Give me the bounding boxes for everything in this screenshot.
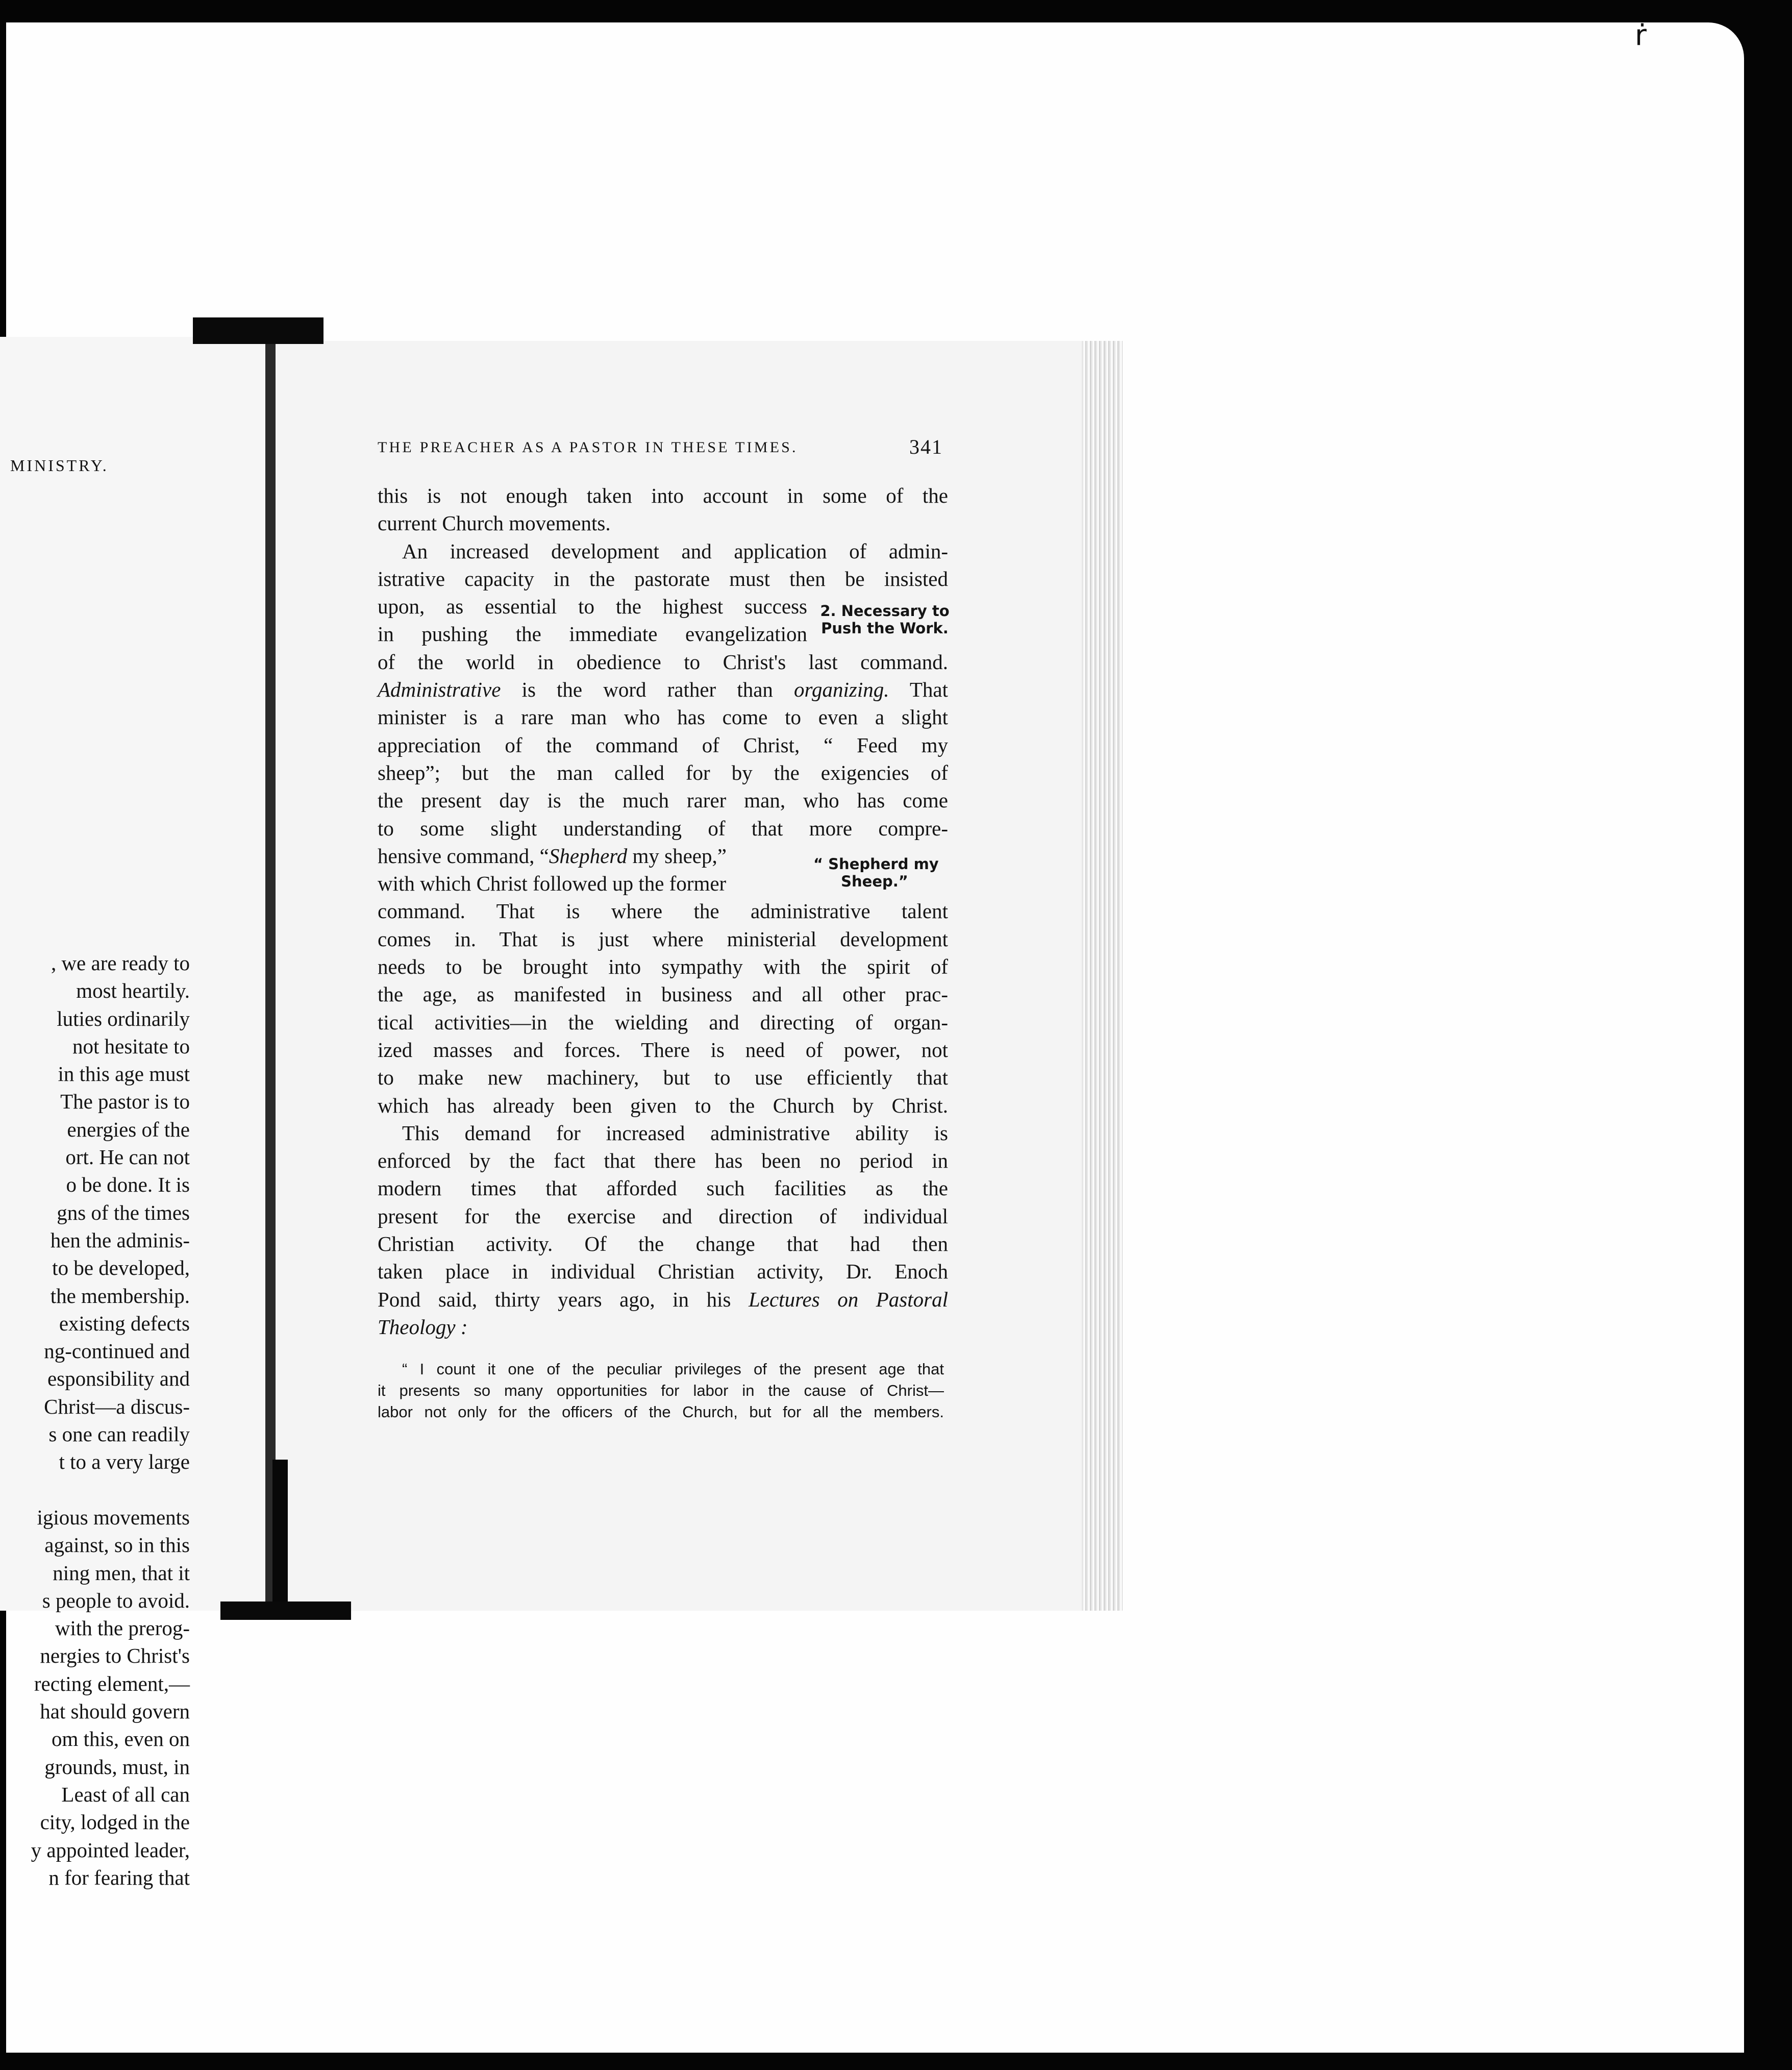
text-line: the present day is the much rarer man, who has come <box>378 788 948 812</box>
left-text-line: o be done. It is <box>66 1173 190 1197</box>
text-line: in pushing the immediate evangelization <box>378 622 807 646</box>
text-fragment: That <box>909 678 948 702</box>
book-clip-top <box>193 317 323 344</box>
left-text-line: gns of the times <box>57 1200 190 1224</box>
left-text-line: om this, even on <box>51 1727 190 1751</box>
text-line: taken place in individual Christian activity, Dr. Enoch <box>378 1260 948 1284</box>
text-line: This demand for increased administrative ability is <box>402 1121 948 1145</box>
left-page-lines <box>0 949 190 1891</box>
left-text-line: n for fearing that <box>48 1865 190 1889</box>
left-text-line: city, lodged in the <box>40 1810 190 1834</box>
marginal-note-line: “ Shepherd my <box>813 855 939 873</box>
left-text-line: existing defects <box>59 1311 190 1335</box>
left-text-line: ning men, that it <box>53 1561 190 1585</box>
marginal-note-necessary <box>818 602 951 637</box>
text-line: modern times that afforded such facilities as the <box>378 1176 948 1200</box>
left-text-line: s one can readily <box>48 1422 190 1446</box>
left-text-line: , we are ready to <box>51 951 190 975</box>
left-text-line: t to a very large <box>59 1450 190 1474</box>
text-line: Christian activity. Of the change that had then <box>378 1232 948 1256</box>
left-text-line: recting element,— <box>34 1671 190 1695</box>
quote-line: “ I count it one of the peculiar privileges of the present age that <box>402 1360 944 1378</box>
left-text-line: not hesitate to <box>72 1034 190 1058</box>
text-line <box>378 1313 948 1341</box>
text-fragment: my sheep,” <box>632 844 727 868</box>
page-edge-stack <box>1082 341 1123 1611</box>
text-line-mixed <box>378 676 948 703</box>
text-line-mixed <box>378 1286 948 1313</box>
quote-line: it presents so many opportunities for labor in the cause of Christ— <box>378 1382 944 1399</box>
left-text-line: hen the adminis- <box>50 1228 190 1252</box>
text-line: with which Christ followed up the former <box>378 872 727 896</box>
text-line: istrative capacity in the pastorate must then be insisted <box>378 566 948 590</box>
left-text-line: hat should govern <box>40 1699 190 1723</box>
left-text-line: The pastor is to <box>60 1090 190 1114</box>
text-fragment: is the word rather than <box>521 678 773 702</box>
text-line: the age, as manifested in business and all other prac- <box>378 982 948 1006</box>
text-line: needs to be brought into sympathy with the spirit of <box>378 955 948 979</box>
text-line: appreciation of the command of Christ, “ Feed my <box>378 733 948 757</box>
left-text-line: Christ—a discus- <box>44 1394 190 1418</box>
left-text-line: s people to avoid. <box>42 1588 190 1612</box>
left-text-line: igious movements <box>37 1505 190 1529</box>
text-line: this is not enough taken into account in some of the <box>378 484 948 507</box>
scan-corner-mark: ṙ <box>1635 19 1647 52</box>
scan-border-bottom <box>0 2053 1792 2070</box>
book-clip-bottom <box>220 1601 351 1620</box>
left-text-line: with the prerog- <box>55 1616 190 1640</box>
left-text-line: y appointed leader, <box>31 1838 190 1862</box>
text-line: comes in. That is just where ministerial development <box>378 927 948 951</box>
left-text-line: most heartily. <box>76 979 190 1003</box>
italic-word: organizing. <box>794 678 889 702</box>
left-text-line: ort. He can not <box>65 1145 190 1169</box>
italic-title: Theology : <box>378 1315 468 1339</box>
left-text-line: Least of all can <box>61 1782 190 1806</box>
text-line: present for the exercise and direction of individual <box>378 1204 948 1228</box>
left-text-line: grounds, must, in <box>44 1755 190 1779</box>
left-text-line: to be developed, <box>52 1256 190 1280</box>
marginal-note-shepherd <box>813 855 939 890</box>
italic-title: Lectures on Pastoral <box>748 1287 948 1311</box>
text-line: current Church movements. <box>378 511 611 535</box>
scan-border-top <box>0 0 1792 22</box>
left-text-line: energies of the <box>67 1117 190 1141</box>
left-text-line: luties ordinarily <box>57 1006 190 1030</box>
text-line: which has already been given to the Church by Christ. <box>378 1093 948 1117</box>
left-text-line: esponsibility and <box>47 1367 190 1391</box>
left-page-header: MINISTRY. <box>10 456 109 475</box>
italic-word: Shepherd <box>549 844 628 868</box>
text-line: upon, as essential to the highest success <box>378 595 807 619</box>
text-line: of the world in obedience to Christ's last command. <box>378 650 948 674</box>
page-number: 341 <box>909 435 943 458</box>
text-fragment: hensive command, “ <box>378 844 549 868</box>
left-text-line: the membership. <box>50 1284 190 1308</box>
text-line: command. That is where the administrative talent <box>378 899 948 923</box>
text-line: to make new machinery, but to use efficiently that <box>378 1066 948 1090</box>
text-line-mixed <box>378 842 807 870</box>
book-gutter <box>265 341 276 1611</box>
marginal-note-line: Push the Work. <box>821 620 949 637</box>
marginal-note-line: 2. Necessary to <box>820 602 950 620</box>
text-fragment: Pond said, thirty years ago, in his <box>378 1287 731 1311</box>
block-quote <box>378 1359 944 1423</box>
text-line: ized masses and forces. There is need of power, not <box>378 1038 948 1062</box>
text-line: enforced by the fact that there has been no period in <box>378 1149 948 1173</box>
left-text-line: against, so in this <box>44 1533 190 1557</box>
running-head: THE PREACHER AS A PASTOR IN THESE TIMES. <box>378 439 798 456</box>
left-text-line: nergies to Christ's <box>40 1644 190 1668</box>
quote-line: labor not only for the officers of the Church, but for all the members. <box>378 1403 944 1421</box>
left-text-line: ng-continued and <box>44 1339 190 1363</box>
marginal-note-line: Sheep.” <box>841 873 908 890</box>
scan-border-right <box>1744 0 1792 2070</box>
text-line: sheep”; but the man called for by the exigencies of <box>378 760 948 784</box>
text-line: An increased development and application of admin- <box>402 539 948 563</box>
left-text-line: in this age must <box>58 1062 190 1086</box>
left-text-line <box>0 1476 190 1504</box>
italic-word: Administrative <box>378 678 501 702</box>
text-line: tical activities—in the wielding and directing of organ- <box>378 1010 948 1034</box>
book-gutter-shadow <box>272 1460 288 1613</box>
text-line: minister is a rare man who has come to even a slight <box>378 705 948 729</box>
text-line: to some slight understanding of that more compre- <box>378 816 948 840</box>
